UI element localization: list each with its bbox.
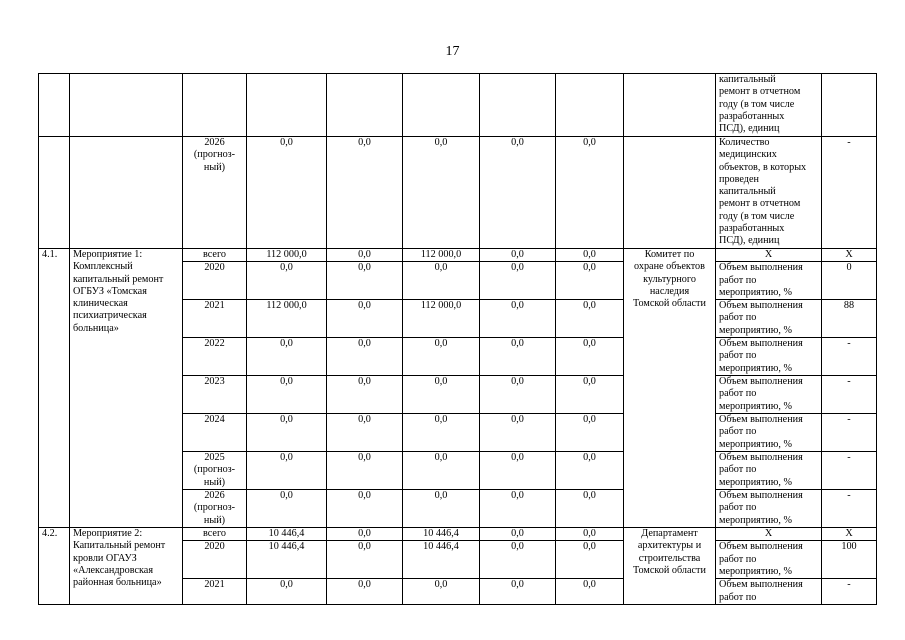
value-cell: 10 446,4 [403, 528, 480, 541]
target-value-cell [822, 74, 877, 137]
value-cell: 0,0 [556, 137, 624, 249]
target-value-cell: X [822, 249, 877, 262]
value-cell: 0,0 [247, 137, 327, 249]
value-cell: 0,0 [556, 528, 624, 541]
value-cell: 0,0 [247, 376, 327, 414]
value-cell: 0,0 [480, 249, 556, 262]
value-cell: 0,0 [403, 452, 480, 490]
value-cell: 0,0 [403, 262, 480, 300]
value-cell [480, 74, 556, 137]
value-cell: 0,0 [556, 249, 624, 262]
indicator-cell: Объем выполнения работ по [716, 579, 822, 605]
value-cell: 0,0 [327, 490, 403, 528]
target-value-cell: 0 [822, 262, 877, 300]
value-cell: 0,0 [480, 300, 556, 338]
indicator-cell: Объем выполнения работ по мероприятию, % [716, 338, 822, 376]
value-cell: 10 446,4 [247, 528, 327, 541]
indicator-cell: Объем выполнения работ по мероприятию, % [716, 541, 822, 579]
target-value-cell: 88 [822, 300, 877, 338]
value-cell: 0,0 [480, 541, 556, 579]
measure-number-cell: 4.2. [39, 528, 70, 605]
executor-cell: Департамент архитектуры и строительства Томской области [624, 528, 716, 605]
value-cell: 0,0 [480, 579, 556, 605]
value-cell: 0,0 [327, 579, 403, 605]
target-value-cell: - [822, 376, 877, 414]
measure-name-cell [70, 74, 183, 137]
measure-name-cell: Мероприятие 2: Капитальный ремонт кровли ОГАУЗ «Александровская районная больница» [70, 528, 183, 605]
year-cell: 2024 [183, 414, 247, 452]
table-row [39, 528, 877, 541]
indicator-cell: Объем выполнения работ по мероприятию, % [716, 300, 822, 338]
target-value-cell: - [822, 414, 877, 452]
year-cell: 2020 [183, 262, 247, 300]
table-row [39, 74, 877, 137]
target-value-cell: 100 [822, 541, 877, 579]
year-cell: 2021 [183, 300, 247, 338]
year-cell [183, 74, 247, 137]
value-cell: 0,0 [556, 541, 624, 579]
indicator-cell: X [716, 249, 822, 262]
value-cell: 112 000,0 [403, 249, 480, 262]
value-cell: 112 000,0 [247, 300, 327, 338]
indicator-cell: Объем выполнения работ по мероприятию, % [716, 262, 822, 300]
value-cell: 0,0 [480, 137, 556, 249]
value-cell: 0,0 [480, 490, 556, 528]
value-cell: 0,0 [556, 414, 624, 452]
year-cell: всего [183, 528, 247, 541]
value-cell: 0,0 [247, 262, 327, 300]
value-cell: 0,0 [247, 338, 327, 376]
target-value-cell: - [822, 452, 877, 490]
value-cell: 0,0 [247, 490, 327, 528]
value-cell: 0,0 [556, 338, 624, 376]
value-cell: 0,0 [403, 414, 480, 452]
value-cell: 0,0 [480, 376, 556, 414]
value-cell: 0,0 [327, 376, 403, 414]
value-cell: 0,0 [480, 338, 556, 376]
value-cell: 0,0 [327, 249, 403, 262]
program-measures-table [38, 73, 877, 605]
indicator-cell: Объем выполнения работ по мероприятию, % [716, 414, 822, 452]
value-cell: 0,0 [403, 338, 480, 376]
measure-number-cell [39, 74, 70, 137]
measure-name-cell: Мероприятие 1: Комплексный капитальный ремонт ОГБУЗ «Томская клиническая психиатрическая больница» [70, 249, 183, 528]
value-cell: 0,0 [247, 452, 327, 490]
value-cell [327, 74, 403, 137]
value-cell: 0,0 [327, 137, 403, 249]
year-cell: 2021 [183, 579, 247, 605]
measure-number-cell: 4.1. [39, 249, 70, 528]
year-cell: 2023 [183, 376, 247, 414]
value-cell: 0,0 [556, 579, 624, 605]
value-cell: 0,0 [247, 414, 327, 452]
year-cell: всего [183, 249, 247, 262]
value-cell: 0,0 [327, 338, 403, 376]
year-cell: 2020 [183, 541, 247, 579]
table-row [39, 137, 877, 249]
measure-number-cell [39, 137, 70, 249]
executor-cell: Комитет по охране объектов культурного наследия Томской области [624, 249, 716, 528]
measure-name-cell [70, 137, 183, 249]
value-cell: 10 446,4 [247, 541, 327, 579]
year-cell: 2025 (прогноз- ный) [183, 452, 247, 490]
value-cell: 0,0 [247, 579, 327, 605]
value-cell: 0,0 [480, 452, 556, 490]
value-cell: 112 000,0 [247, 249, 327, 262]
target-value-cell: - [822, 137, 877, 249]
value-cell: 0,0 [403, 490, 480, 528]
target-value-cell: - [822, 490, 877, 528]
value-cell: 0,0 [480, 262, 556, 300]
value-cell: 0,0 [480, 414, 556, 452]
value-cell: 0,0 [480, 528, 556, 541]
value-cell: 0,0 [556, 490, 624, 528]
value-cell [247, 74, 327, 137]
value-cell [403, 74, 480, 137]
value-cell: 0,0 [327, 300, 403, 338]
target-value-cell: - [822, 338, 877, 376]
year-cell: 2026 (прогноз- ный) [183, 137, 247, 249]
value-cell: 0,0 [403, 376, 480, 414]
value-cell: 0,0 [556, 376, 624, 414]
table-row [39, 249, 877, 262]
executor-cell [624, 74, 716, 137]
year-cell: 2022 [183, 338, 247, 376]
value-cell: 0,0 [327, 414, 403, 452]
value-cell: 0,0 [403, 579, 480, 605]
indicator-cell: X [716, 528, 822, 541]
page-number: 17 [445, 44, 460, 59]
target-value-cell: X [822, 528, 877, 541]
executor-cell [624, 137, 716, 249]
value-cell: 0,0 [556, 262, 624, 300]
indicator-cell: Объем выполнения работ по мероприятию, % [716, 376, 822, 414]
value-cell: 0,0 [556, 452, 624, 490]
value-cell: 0,0 [403, 137, 480, 249]
value-cell: 0,0 [327, 452, 403, 490]
year-cell: 2026 (прогноз- ный) [183, 490, 247, 528]
target-value-cell: - [822, 579, 877, 605]
value-cell: 0,0 [556, 300, 624, 338]
value-cell: 0,0 [327, 262, 403, 300]
indicator-cell: Количество медицинских объектов, в которых проведен капитальный ремонт в отчетном году (в том числе разработанных ПСД), единиц [716, 137, 822, 249]
value-cell: 0,0 [327, 528, 403, 541]
value-cell: 112 000,0 [403, 300, 480, 338]
value-cell: 0,0 [327, 541, 403, 579]
indicator-cell: Объем выполнения работ по мероприятию, % [716, 490, 822, 528]
value-cell [556, 74, 624, 137]
indicator-cell: капитальный ремонт в отчетном году (в том числе разработанных ПСД), единиц [716, 74, 822, 137]
indicator-cell: Объем выполнения работ по мероприятию, % [716, 452, 822, 490]
value-cell: 10 446,4 [403, 541, 480, 579]
